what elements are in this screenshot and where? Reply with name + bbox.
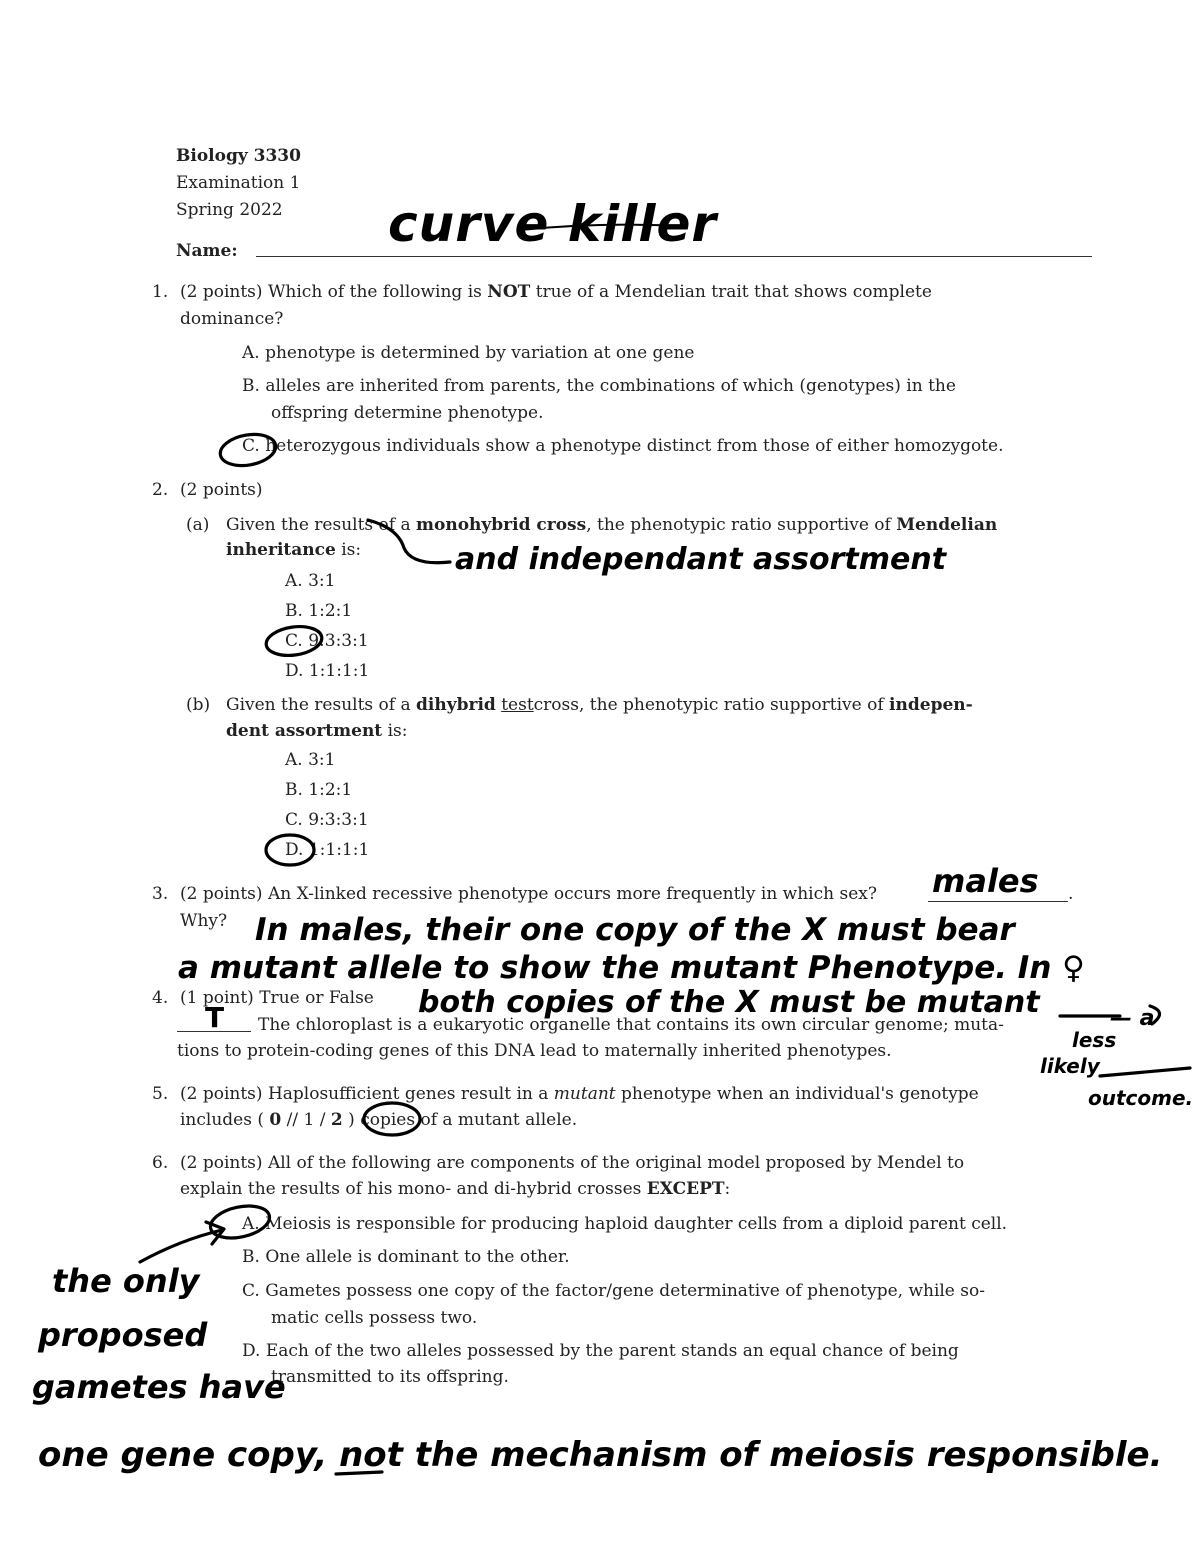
q3-number: 3. xyxy=(152,884,169,904)
q6-stem: (2 points) All of the following are components of the original model proposed by Mendel to xyxy=(180,1153,965,1173)
q2a-option-b[interactable]: B. 1:2:1 xyxy=(285,601,353,621)
q2-number: 2. xyxy=(152,480,169,500)
q6-option-c-cont: matic cells possess two. xyxy=(271,1308,478,1328)
q1-number: 1. xyxy=(152,282,169,302)
q3-handwritten-line1: In males, their one copy of the X must bear xyxy=(255,912,1015,948)
q3-handwritten-side1: — a xyxy=(1110,1006,1155,1031)
q6-option-d-cont: transmitted to its offspring. xyxy=(271,1367,509,1387)
q2a-option-a[interactable]: A. 3:1 xyxy=(285,571,336,591)
q3-stem: (2 points) An X-linked recessive phenotype occurs more frequently in which sex? xyxy=(180,884,877,904)
q5-stem-cont: includes ( 0 // 1 / 2 ) copies of a mutant allele. xyxy=(180,1110,578,1130)
name-line[interactable] xyxy=(256,256,1092,257)
exam-term: Spring 2022 xyxy=(176,200,283,220)
q6-option-a[interactable]: A. Meiosis is responsible for producing haploid daughter cells from a diploid parent cell. xyxy=(242,1214,1008,1234)
name-handwritten: curve killer xyxy=(388,195,718,253)
q3-handwritten-side2: less xyxy=(1072,1028,1117,1052)
q1-option-b[interactable]: B. alleles are inherited from parents, the combinations of which (genotypes) in the xyxy=(242,376,956,396)
q4-statement: The chloroplast is a eukaryotic organelle that contains its own circular genome; muta- xyxy=(258,1015,1004,1035)
q2a-stem-cont: inheritance is: xyxy=(226,540,362,560)
q2b-option-a[interactable]: A. 3:1 xyxy=(285,750,336,770)
q2a-option-d[interactable]: D. 1:1:1:1 xyxy=(285,661,370,681)
q4-number: 4. xyxy=(152,988,169,1008)
q6-option-c[interactable]: C. Gametes possess one copy of the factor/gene determinative of phenotype, while so- xyxy=(242,1281,985,1301)
q1-stem-cont: dominance? xyxy=(180,309,284,329)
q6-option-d[interactable]: D. Each of the two alleles possessed by the parent stands an equal chance of being xyxy=(242,1341,959,1361)
q6-arrow-head xyxy=(206,1222,224,1244)
q6-handwritten-left2: proposed xyxy=(38,1316,208,1354)
q6-option-b[interactable]: B. One allele is dominant to the other. xyxy=(242,1247,570,1267)
q6-handwritten-bottom: one gene copy, not the mechanism of meiosis responsible. xyxy=(38,1435,1163,1475)
q2-points: (2 points) xyxy=(180,480,263,500)
q3-handwritten-side4: outcome. xyxy=(1088,1086,1194,1110)
q2b-label: (b) xyxy=(186,695,211,715)
q4-points: (1 point) True or False xyxy=(180,988,374,1008)
q5-option-2[interactable]: 2 xyxy=(330,1110,343,1130)
q2b-stem-cont: dent assortment is: xyxy=(226,721,408,741)
q3-period: . xyxy=(1068,884,1074,904)
q6-stem-cont: explain the results of his mono- and di-hybrid crosses EXCEPT: xyxy=(180,1179,731,1199)
q2a-handwritten-note: and independant assortment xyxy=(455,542,947,577)
q6-handwritten-left1: the only xyxy=(52,1262,200,1300)
q2a-option-c[interactable]: C. 9:3:3:1 xyxy=(285,631,369,651)
q1-stem: (2 points) Which of the following is NOT true of a Mendelian trait that shows complete xyxy=(180,282,932,302)
q3-why: Why? xyxy=(180,911,228,931)
q5-stem: (2 points) Haplosufficient genes result in a mutant phenotype when an individual's genotype xyxy=(180,1084,979,1104)
q3-handwritten-line3: both copies of the X must be mutant xyxy=(418,985,1040,1020)
q6-arrow xyxy=(140,1230,222,1262)
q5-number: 5. xyxy=(152,1084,169,1104)
q1-option-b-cont: offspring determine phenotype. xyxy=(271,403,544,423)
q3-handwritten-side3: likely xyxy=(1040,1054,1100,1078)
q5-option-0[interactable]: 0 xyxy=(269,1110,282,1130)
q2b-option-b[interactable]: B. 1:2:1 xyxy=(285,780,353,800)
q6-handwritten-left3: gametes have xyxy=(32,1368,286,1406)
q1-option-c[interactable]: C. heterozygous individuals show a phenotype distinct from those of either homozygote. xyxy=(242,436,1004,456)
q2a-label: (a) xyxy=(186,515,210,535)
q2a-stem: Given the results of a monohybrid cross, the phenotypic ratio supportive of Mendelian xyxy=(226,515,998,535)
q4-side-underline xyxy=(1100,1068,1190,1076)
q2b-stem: Given the results of a dihybrid testcross, the phenotypic ratio supportive of indepen- xyxy=(226,695,973,715)
exam-title: Examination 1 xyxy=(176,173,301,193)
q3-handwritten-line2: a mutant allele to show the mutant Phenotype. In ♀ xyxy=(178,950,1085,986)
q6-number: 6. xyxy=(152,1153,169,1173)
q3-handwritten-answer: males xyxy=(932,862,1039,900)
name-label: Name: xyxy=(176,241,238,261)
q4-statement-cont: tions to protein-coding genes of this DNA lead to maternally inherited phenotypes. xyxy=(177,1041,892,1061)
q2b-option-d[interactable]: D. 1:1:1:1 xyxy=(285,840,370,860)
q4-handwritten-mark: T xyxy=(205,1001,225,1034)
q2b-option-c[interactable]: C. 9:3:3:1 xyxy=(285,810,369,830)
course-title: Biology 3330 xyxy=(176,146,301,166)
q1-option-a[interactable]: A. phenotype is determined by variation at one gene xyxy=(242,343,695,363)
q3-answer-line[interactable] xyxy=(928,901,1068,902)
q5-option-1[interactable]: 1 xyxy=(303,1110,315,1130)
